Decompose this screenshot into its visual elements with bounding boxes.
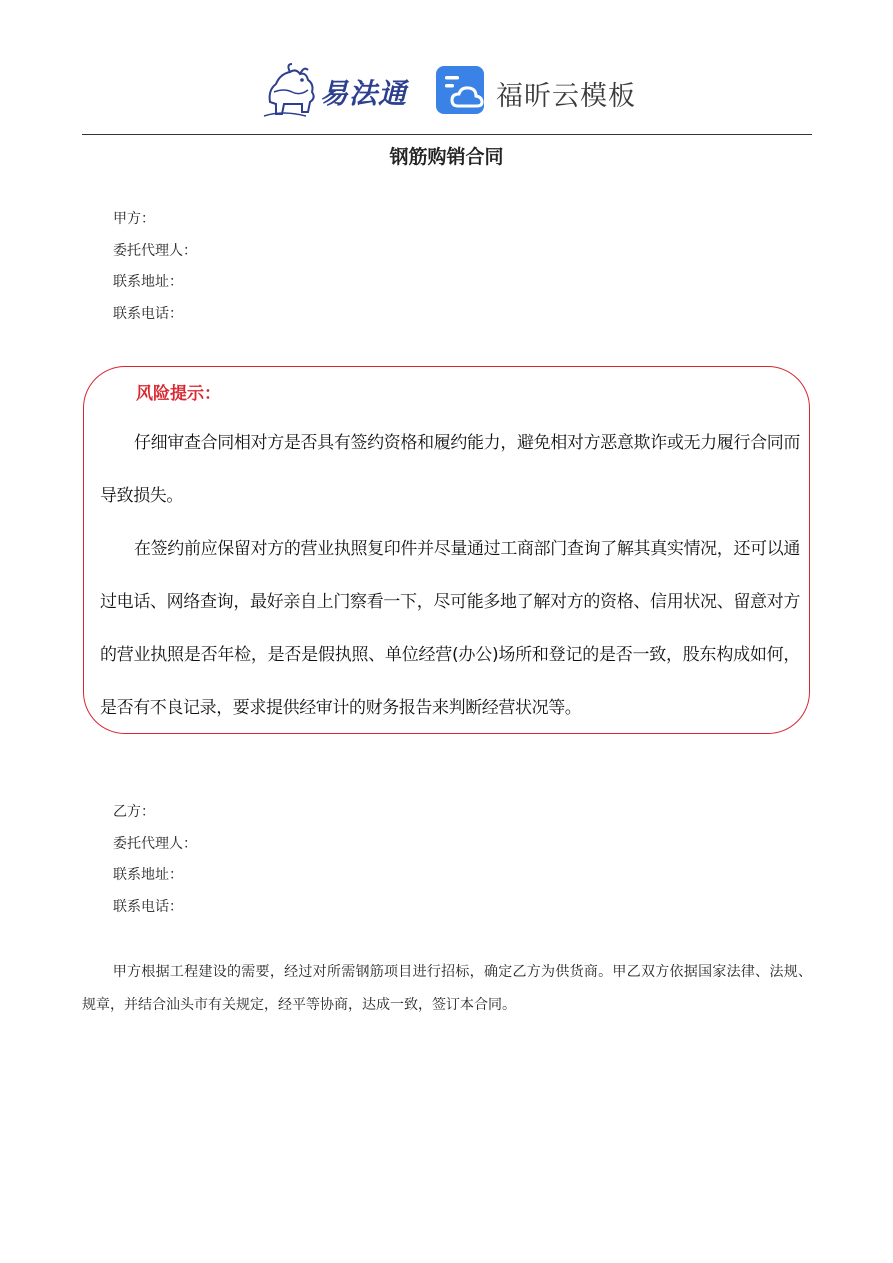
party-a-name-label: 甲方： (113, 211, 155, 227)
party-a-block (113, 204, 197, 330)
page-header (0, 56, 893, 124)
party-b-phone-label: 联系电话： (113, 898, 183, 915)
contract-intro-paragraph: 甲方根据工程建设的需要，经过对所需钢筋项目进行招标，确定乙方为供货商。甲乙双方依据国家法律、法规、规章，并结合汕头市有关规定，经平等协商，达成一致，签订本合同。 (82, 964, 812, 1013)
party-b-block (113, 797, 197, 923)
risk-notice-box (83, 366, 810, 734)
risk-paragraph: 在签约前应保留对方的营业执照复印件并尽量通过工商部门查询了解其真实情况，还可以通过电话、网络查询，最好亲自上门察看一下，尽可能多地了解对方的资格、信用状况、留意对方的营业执照是否年检，是否是假执照、单位经营(办公)场所和登记的是否一致，股东构成如何，是否有不良记录，要求提供经审计的财务报告来判断经营状况等。 (100, 539, 800, 718)
document-title: 钢筋购销合同 (389, 146, 504, 168)
party-b-agent-label: 委托代理人： (113, 835, 197, 852)
risk-notice-title: 风险提示： (136, 384, 221, 404)
header-divider (82, 134, 812, 135)
brand-left-text: 易法通 (320, 77, 408, 110)
yifatong-logo (262, 62, 412, 118)
party-a-address-label: 联系地址： (113, 274, 183, 290)
party-a-agent-label: 委托代理人： (113, 242, 197, 259)
party-b-address-label: 联系地址： (113, 867, 183, 883)
cloud-template-icon (436, 64, 486, 116)
party-b-name-label: 乙方： (113, 804, 155, 820)
brand-right-text: 福昕云模板 (496, 81, 636, 112)
fuxin-logo (436, 64, 636, 120)
qilin-icon (262, 62, 322, 118)
risk-notice-body (100, 417, 800, 735)
party-a-phone-label: 联系电话： (113, 305, 183, 322)
risk-paragraph: 仔细审查合同相对方是否具有签约资格和履约能力，避免相对方恶意欺诈或无力履行合同而导致损失。 (100, 433, 800, 506)
